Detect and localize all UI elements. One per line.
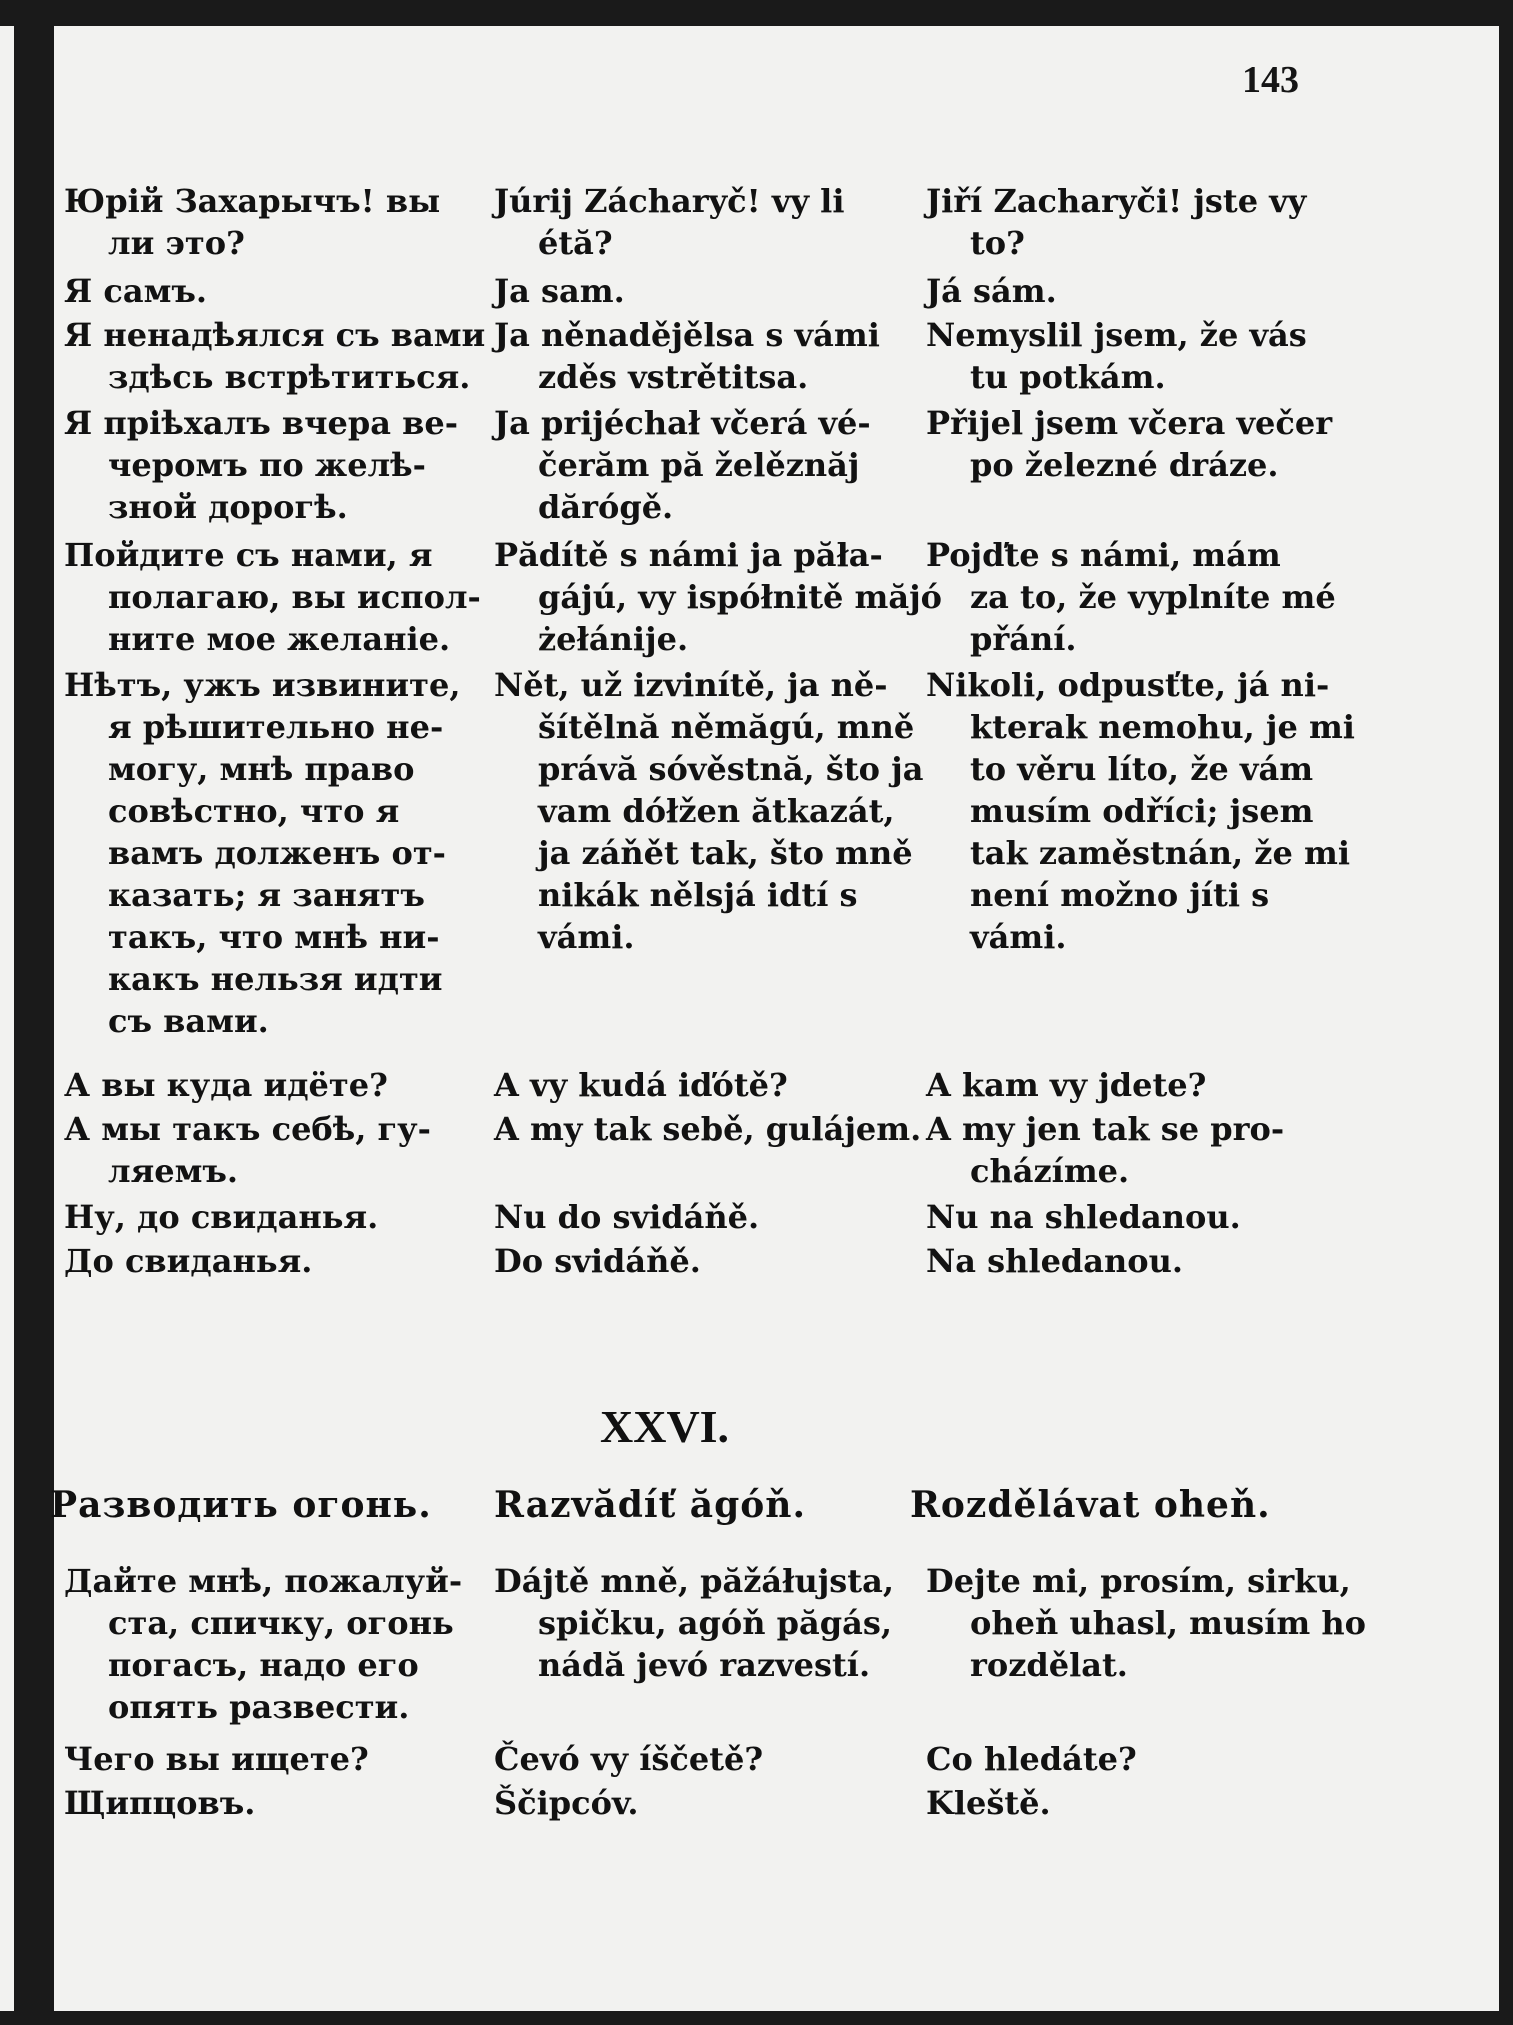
section-dialogue-czech-2 — [926, 1738, 1306, 1780]
dialogue-phonetic-czech-9 — [494, 1196, 884, 1238]
dialogue-russian-10 — [64, 1240, 464, 1282]
text-line: za to, že vyplníte mé — [970, 578, 1336, 616]
text-line: Dejte mi, prosím, sirku, — [926, 1562, 1351, 1600]
text-line: Pojďte s námi, mám — [926, 536, 1281, 574]
dialogue-russian-5 — [64, 534, 481, 660]
text-line: Nu na shledanou. — [926, 1198, 1241, 1236]
dialogue-czech-3 — [926, 314, 1306, 398]
text-line: здѣсь встрѣтиться. — [108, 358, 471, 396]
text-line: погасъ, надо его — [108, 1646, 419, 1684]
text-line: Do svidáňě. — [494, 1242, 701, 1280]
text-line: přání. — [970, 620, 1077, 658]
text-line: vámi. — [970, 918, 1067, 956]
text-line: Jiří Zacharyči! jste vy — [926, 182, 1307, 220]
section-heading-ru: Разводить огонь. — [50, 1484, 432, 1526]
text-line: Na shledanou. — [926, 1242, 1184, 1280]
text-line: Nět, už izvinítě, ja ně- — [494, 666, 888, 704]
dialogue-phonetic-czech-6 — [494, 664, 924, 958]
text-line: nádă jevó razvestí. — [538, 1646, 871, 1684]
text-line: Přijel jsem včera večer — [926, 404, 1333, 442]
text-line: До свиданья. — [64, 1242, 313, 1280]
text-line: Ščipcóv. — [494, 1784, 639, 1822]
text-line: съ вами. — [108, 1002, 269, 1040]
text-line: dărógě. — [538, 488, 674, 526]
text-line: Пойдите съ нами, я — [64, 536, 433, 574]
text-line: казать; я занятъ — [108, 876, 425, 914]
text-line: Я ненадѣялся съ вами — [64, 316, 486, 354]
text-line: musím odříci; jsem — [970, 792, 1314, 830]
text-line: совѣстно, что я — [108, 792, 400, 830]
text-line: какъ нельзя идти — [108, 960, 443, 998]
text-line: полагаю, вы испол- — [108, 578, 481, 616]
text-line: такъ, что мнѣ ни- — [108, 918, 440, 956]
dialogue-russian-1 — [64, 180, 464, 264]
section-dialogue-russian-1 — [64, 1560, 464, 1728]
dialogue-czech-4 — [926, 402, 1333, 486]
text-line: Чего вы ищете? — [64, 1740, 369, 1778]
dialogue-russian-9 — [64, 1196, 464, 1238]
text-line: Júrij Zácharyč! vy li — [494, 182, 845, 220]
dialogue-czech-6 — [926, 664, 1355, 958]
text-line: могу, мнѣ право — [108, 750, 415, 788]
previous-page-edge — [0, 26, 14, 2011]
text-line: rozdělat. — [970, 1646, 1128, 1684]
dialogue-russian-7 — [64, 1064, 464, 1106]
text-line: tu potkám. — [970, 358, 1166, 396]
dialogue-phonetic-czech-10 — [494, 1240, 884, 1282]
text-line: Ну, до свиданья. — [64, 1198, 379, 1236]
section-dialogue-russian-2 — [64, 1738, 464, 1780]
dialogue-czech-10 — [926, 1240, 1306, 1282]
text-line: Čevó vy íščetě? — [494, 1740, 764, 1778]
text-line: nikák nělsjá idtí s — [538, 876, 858, 914]
text-line: вамъ долженъ от- — [108, 834, 446, 872]
section-dialogue-phonetic-czech-3 — [494, 1782, 884, 1824]
dialogue-phonetic-czech-7 — [494, 1064, 884, 1106]
dialogue-czech-2 — [926, 270, 1306, 312]
dialogue-czech-1 — [926, 180, 1306, 264]
text-line: Nu do svidáňě. — [494, 1198, 760, 1236]
text-line: Dájtě mně, păžáłujsta, — [494, 1562, 894, 1600]
text-line: ляемъ. — [108, 1152, 239, 1190]
text-line: právă sóvěstnă, što ja — [538, 750, 924, 788]
text-line: gájú, vy ispółnitě măjó — [538, 578, 942, 616]
text-line: Ja něnadějělsa s vámi — [494, 316, 880, 354]
text-line: to věru líto, že vám — [970, 750, 1314, 788]
text-line: Kleště. — [926, 1784, 1051, 1822]
dialogue-czech-8 — [926, 1108, 1306, 1192]
section-dialogue-phonetic-czech-1 — [494, 1560, 894, 1686]
dialogue-phonetic-czech-8 — [494, 1108, 922, 1150]
text-line: Nikoli, odpusťte, já ni- — [926, 666, 1330, 704]
text-line: kterak nemohu, je mi — [970, 708, 1355, 746]
text-line: zděs vstrětitsa. — [538, 358, 809, 396]
text-line: A my jen tak se pro- — [926, 1110, 1285, 1148]
text-line: Дайте мнѣ, пожалуй- — [64, 1562, 463, 1600]
text-line: Ja sam. — [494, 272, 625, 310]
text-line: tak zaměstnán, že mi — [970, 834, 1350, 872]
text-line: Nemyslil jsem, že vás — [926, 316, 1307, 354]
text-line: to? — [970, 224, 1025, 262]
text-line: Я самъ. — [64, 272, 208, 310]
text-line: A vy kudá iďótě? — [494, 1066, 788, 1104]
dialogue-russian-8 — [64, 1108, 464, 1192]
text-line: šítělnă němăgú, mně — [538, 708, 915, 746]
dialogue-phonetic-czech-2 — [494, 270, 884, 312]
dialogue-russian-6 — [64, 664, 464, 1042]
text-line: Pădítě s námi ja păła- — [494, 536, 883, 574]
dialogue-phonetic-czech-3 — [494, 314, 884, 398]
text-line: étă? — [538, 224, 613, 262]
page-number: 143 — [1242, 59, 1299, 101]
text-line: я рѣшительно не- — [108, 708, 444, 746]
dialogue-phonetic-czech-4 — [494, 402, 884, 528]
text-line: опять развести. — [108, 1688, 410, 1726]
text-line: Я пріѣхалъ вчера ве- — [64, 404, 459, 442]
section-dialogue-russian-3 — [64, 1782, 464, 1824]
text-line: Ja prijéchał včerá vé- — [494, 404, 871, 442]
dialogue-czech-5 — [926, 534, 1336, 660]
dialogue-phonetic-czech-1 — [494, 180, 884, 264]
text-line: čerăm pă želěznăj — [538, 446, 860, 484]
text-line: není možno jíti s — [970, 876, 1270, 914]
text-line: cházíme. — [970, 1152, 1130, 1190]
text-line: зной дорогѣ. — [108, 488, 348, 526]
text-line: черомъ по желѣ- — [108, 446, 426, 484]
text-line: Já sám. — [926, 272, 1057, 310]
text-line: po železné dráze. — [970, 446, 1279, 484]
section-dialogue-phonetic-czech-2 — [494, 1738, 884, 1780]
text-line: vámi. — [538, 918, 635, 956]
text-line: oheň uhasl, musím ho — [970, 1604, 1366, 1642]
dialogue-czech-7 — [926, 1064, 1306, 1106]
dialogue-czech-9 — [926, 1196, 1306, 1238]
text-line: А вы куда идёте? — [64, 1066, 388, 1104]
text-line: vam dółžen ătkazát, — [538, 792, 895, 830]
text-line: Co hledáte? — [926, 1740, 1137, 1778]
dialogue-russian-2 — [64, 270, 464, 312]
section-heading-cz: Rozdělávat oheň. — [910, 1484, 1271, 1526]
section-heading-cz-phonetic: Razvădíť ăgóň. — [494, 1484, 806, 1526]
text-line: ли это? — [108, 224, 245, 262]
text-line: żełánije. — [538, 620, 689, 658]
text-line: A kam vy jdete? — [926, 1066, 1207, 1104]
section-number: XXVI. — [600, 1401, 730, 1452]
text-line: A my tak sebě, gulájem. — [494, 1110, 922, 1148]
text-line: Щипцовъ. — [64, 1784, 256, 1822]
text-line: Нѣтъ, ужъ извините, — [64, 666, 461, 704]
text-line: spičku, agóň păgás, — [538, 1604, 892, 1642]
dialogue-russian-4 — [64, 402, 464, 528]
section-dialogue-czech-1 — [926, 1560, 1366, 1686]
section-dialogue-czech-3 — [926, 1782, 1306, 1824]
text-line: Юрій Захарычъ! вы — [64, 182, 441, 220]
text-line: ja záňět tak, što mně — [538, 834, 913, 872]
text-line: А мы такъ себѣ, гу- — [64, 1110, 431, 1148]
text-line: ните мое желаніе. — [108, 620, 451, 658]
dialogue-russian-3 — [64, 314, 486, 398]
dialogue-phonetic-czech-5 — [494, 534, 942, 660]
text-line: ста, спичку, огонь — [108, 1604, 454, 1642]
